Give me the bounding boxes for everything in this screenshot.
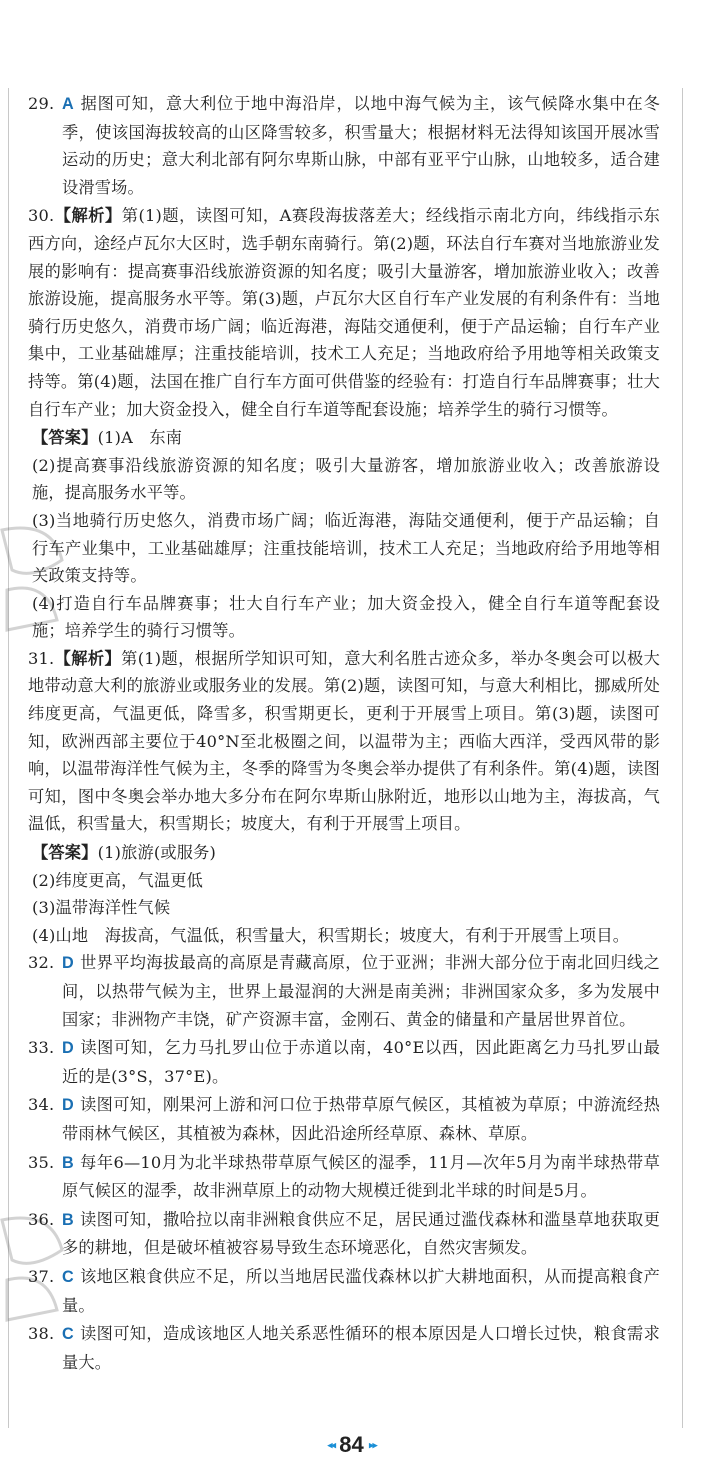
answer-letter: C <box>62 1325 74 1344</box>
answer-part-4: (4)山地 海拔高，气温低，积雪量大，积雪期长；坡度大，有利于开展雪上项目。 <box>32 925 630 945</box>
analysis-text: 第(1)题，读图可知，A赛段海拔落差大；经线指示南北方向，纬线指示东西方向，途经卢瓦尔大区时，选手朝东南骑行。第(2)题，环法自行车赛对当地旅游业发展的影响有：提高赛事沿线旅游资源的知名度；吸引大量游客，增加旅游业收入；改善旅游设施，提高服务水平等。第(3)题，卢瓦尔大区自行车产业发展的有利条件有：当地骑行历史悠久，消费市场广阔；临近海港，海陆交通便利，便于产品运输；自行车产业集中，工业基础雄厚；注重技能培训，技术工人充足；当地政府给予用地等相关政策支持等。第(4)题，法国在推广自行车方面可供借鉴的经验有：打造自行车品牌赛事；壮大自行车产业；加大资金投入，健全自行车道等配套设施；培养学生的骑行习惯等。 <box>28 206 660 419</box>
question-number: 32. <box>28 953 55 973</box>
question-33 <box>28 1034 660 1090</box>
explanation-text: 每年6—10月为北半球热带草原气候区的湿季，11月—次年5月为南半球热带草原气候区的湿季，故非洲草原上的动物大规模迁徙到北半球的时间是5月。 <box>62 1152 660 1201</box>
question-number: 29. <box>28 94 55 113</box>
answer-letter: A <box>62 95 74 113</box>
question-30 <box>28 202 660 423</box>
answer-part-3: (3)当地骑行历史悠久，消费市场广阔；临近海港，海陆交通便利，便于产品运输；自行车产业集中，工业基础雄厚；注重技能培训，技术工人充足；当地政府给予用地等相关政策支持等。 <box>32 510 660 586</box>
right-margin-rule <box>682 88 683 1428</box>
explanation-text: 读图可知，造成该地区人地关系恶性循环的根本原因是人口增长过快，粮食需求量大。 <box>62 1324 660 1372</box>
question-31 <box>28 645 660 838</box>
answer-block-30 <box>28 424 660 645</box>
question-36 <box>28 1206 660 1262</box>
answer-letter: D <box>62 1039 74 1058</box>
answer-part-3: (3)温带海洋性气候 <box>32 898 171 918</box>
answer-tag: 【答案】 <box>32 428 98 448</box>
answer-part-1: (1)A 东南 <box>97 428 183 448</box>
left-arrows-icon: ◂◂ <box>327 1438 335 1452</box>
question-29 <box>28 90 660 201</box>
question-38 <box>28 1320 660 1376</box>
answer-key-content <box>28 90 660 1377</box>
question-number: 38. <box>28 1324 55 1344</box>
analysis-tag: 【解析】 <box>54 648 122 668</box>
question-34 <box>28 1091 660 1147</box>
page-number: 84 <box>339 1432 364 1457</box>
answer-letter: C <box>62 1267 74 1286</box>
question-35 <box>28 1149 660 1205</box>
explanation-text: 读图可知，撒哈拉以南非洲粮食供应不足，居民通过滥伐森林和滥垦草地获取更多的耕地，但是破坏植被容易导致生态环境恶化，自然灾害频发。 <box>62 1209 660 1258</box>
page-footer <box>0 1432 703 1458</box>
answer-tag: 【答案】 <box>32 843 98 863</box>
explanation-text: 读图可知，乞力马扎罗山位于赤道以南，40°E以西，因此距离乞力马扎罗山最近的是(3°S，37°E)。 <box>62 1038 660 1086</box>
explanation-text: 世界平均海拔最高的高原是青藏高原，位于亚洲；非洲大部分位于南北回归线之间，以热带气候为主，世界上最湿润的大洲是南美洲；非洲国家众多，多为发展中国家；非洲物产丰饶，矿产资源丰富，金刚石、黄金的储量和产量居世界首位。 <box>62 953 660 1029</box>
answer-part-1: (1)旅游(或服务) <box>97 843 217 863</box>
explanation-text: 该地区粮食供应不足，所以当地居民滥伐森林以扩大耕地面积，从而提高粮食产量。 <box>62 1266 660 1315</box>
right-arrows-icon: ▸▸ <box>368 1438 376 1452</box>
question-number: 36. <box>28 1209 55 1229</box>
answer-part-4: (4)打造自行车品牌赛事；壮大自行车产业；加大资金投入，健全自行车道等配套设施；培养学生的骑行习惯等。 <box>32 593 660 641</box>
question-number: 33. <box>28 1038 55 1058</box>
answer-letter: B <box>62 1153 74 1172</box>
question-32 <box>28 949 660 1033</box>
explanation-text: 据图可知，意大利位于地中海沿岸，以地中海气候为主，该气候降水集中在冬季，使该国海拔较高的山区降雪较多，积雪量大；根据材料无法得知该国开展冰雪运动的历史；意大利北部有阿尔卑斯山脉，中部有亚平宁山脉，山地较多，适合建设滑雪场。 <box>62 94 660 197</box>
question-number: 30. <box>28 206 55 226</box>
answer-part-2: (2)提高赛事沿线旅游资源的知名度；吸引大量游客，增加旅游业收入；改善旅游设施，提高服务水平等。 <box>32 455 660 503</box>
question-number: 37. <box>28 1266 55 1286</box>
question-number: 35. <box>28 1152 55 1172</box>
answer-block-31 <box>28 839 660 949</box>
answer-part-2: (2)纬度更高，气温更低 <box>32 870 204 890</box>
answer-letter: D <box>62 1096 74 1115</box>
question-37 <box>28 1263 660 1319</box>
answer-letter: D <box>62 954 74 973</box>
analysis-tag: 【解析】 <box>54 206 122 226</box>
question-number: 34. <box>28 1095 55 1115</box>
explanation-text: 读图可知，刚果河上游和河口位于热带草原气候区，其植被为草原；中游流经热带雨林气候区，其植被为森林，因此沿途所经草原、森林、草原。 <box>62 1095 660 1143</box>
question-number: 31. <box>28 648 55 668</box>
analysis-text: 第(1)题，根据所学知识可知，意大利名胜古迹众多，举办冬奥会可以极大地带动意大利的旅游业或服务业的发展。第(2)题，读图可知，与意大利相比，挪威所处纬度更高，气温更低，降雪多，积雪期更长，更利于开展雪上项目。第(3)题，读图可知，欧洲西部主要位于40°N至北极圈之间，以温带为主；西临大西洋，受西风带的影响，以温带海洋性气候为主，冬季的降雪为冬奥会举办提供了有利条件。第(4)题，读图可知，图中冬奥会举办地大多分布在阿尔卑斯山脉附近，地形以山地为主，海拔高，气温低，积雪量大，积雪期长；坡度大，有利于开展雪上项目。 <box>28 648 660 834</box>
answer-letter: B <box>62 1210 74 1229</box>
